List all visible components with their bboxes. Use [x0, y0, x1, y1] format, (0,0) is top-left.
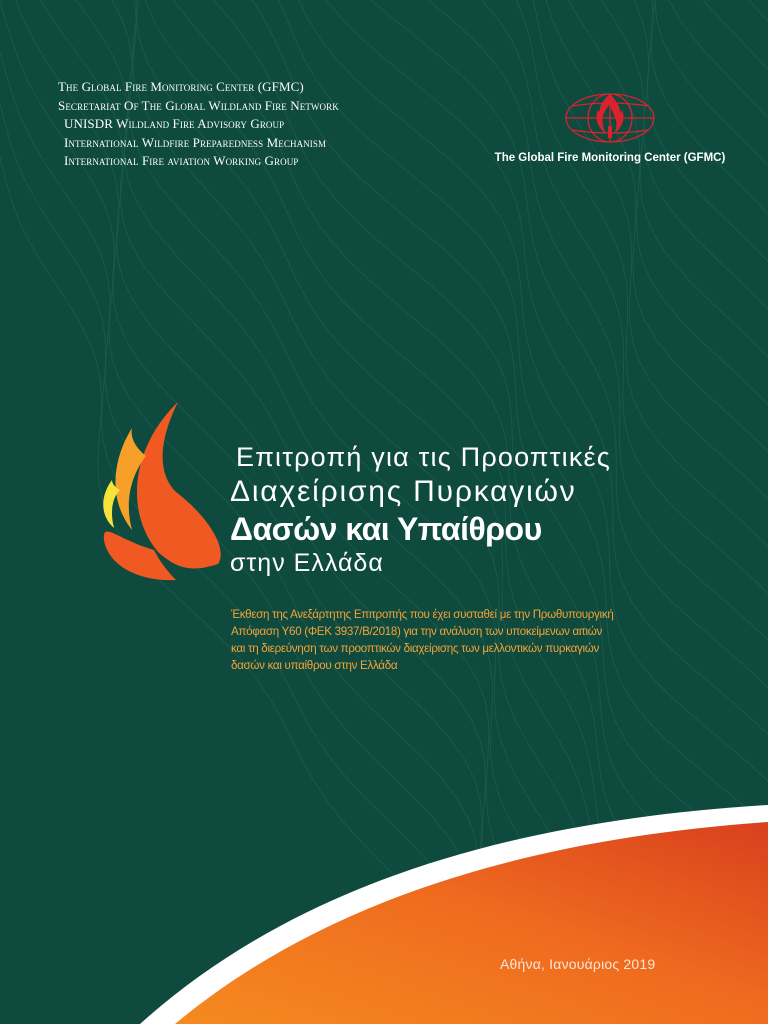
globe-with-flame-icon — [560, 88, 660, 148]
organization-list — [58, 78, 339, 171]
description-line: Απόφαση Υ60 (ΦΕΚ 3937/Β/2018) για την ανάλυση των υποκείμενων αιτιών — [231, 625, 602, 638]
logo-caption: The Global Fire Monitoring Center (GFMC) — [494, 152, 726, 164]
org-line: Secretariat Of The Global Wildland Fire Network — [58, 97, 339, 113]
description-line: και τη διερεύνηση των προοπτικών διαχείρισης των μελλοντικών πυρκαγιών — [231, 642, 600, 655]
description-line: Έκθεση της Ανεξάρτητης Επιτροπής που έχει συσταθεί με την Πρωθυπουργική — [231, 608, 614, 621]
publication-date: Αθήνα, Ιανουάριος 2019 — [500, 956, 656, 972]
org-line: The Global Fire Monitoring Center (GFMC) — [58, 79, 304, 94]
report-title — [230, 440, 611, 578]
title-line-3: Δασών και Υπαίθρου — [230, 511, 542, 547]
title-line-1: Επιτροπή για τις Προοπτικές — [236, 442, 611, 472]
title-line-2: Διαχείρισης Πυρκαγιών — [230, 475, 577, 508]
report-description — [231, 606, 641, 674]
org-line: International Wildfire Preparedness Mechanism — [64, 134, 327, 150]
flame-logo-icon — [98, 400, 228, 590]
org-line: International Fire aviation Working Group — [64, 153, 299, 168]
gfmc-logo — [470, 88, 750, 178]
description-line: δασών και υπαίθρου στην Ελλάδα — [231, 659, 398, 672]
org-line: UNISDR Wildland Fire Advisory Group — [64, 116, 285, 131]
title-line-4: στην Ελλάδα — [230, 549, 384, 577]
